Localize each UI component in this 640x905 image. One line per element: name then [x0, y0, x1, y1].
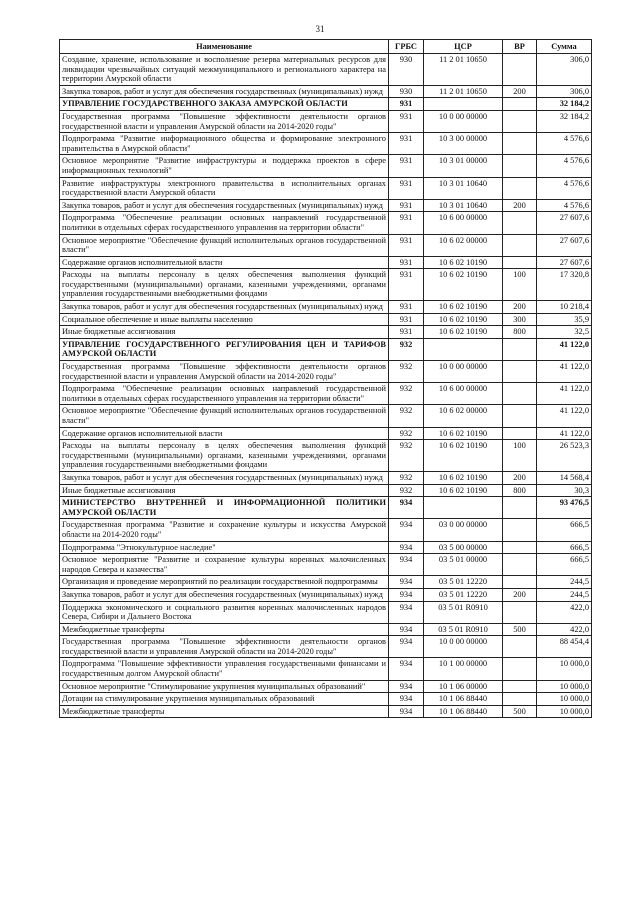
row-name: Расходы на выплаты персоналу в целях обеспечения выполнения функций государственными (муниципальными) органами, казенными учреждениями, органами управления государственными внебюджетными фондами [60, 440, 389, 472]
row-vr: 100 [503, 440, 537, 472]
table-row [60, 301, 592, 314]
row-grbs: 932 [389, 361, 424, 383]
row-name: Подпрограмма "Обеспечение реализации основных направлений государственной политики в отдельных сферах государственного управления на территории области" [60, 212, 389, 234]
row-grbs: 932 [389, 427, 424, 440]
table-row [60, 383, 592, 405]
row-sum: 306,0 [537, 85, 592, 98]
row-sum: 32 184,2 [537, 98, 592, 111]
table-row [60, 98, 592, 111]
row-sum: 306,0 [537, 54, 592, 86]
row-name: Основное мероприятие "Обеспечение функций исполнительных органов государственной власти" [60, 234, 389, 256]
row-vr [503, 601, 537, 623]
row-vr [503, 554, 537, 576]
table-row [60, 326, 592, 339]
row-vr [503, 155, 537, 177]
row-sum: 27 607,6 [537, 256, 592, 269]
row-name: Подпрограмма "Этнокультурное наследие" [60, 541, 389, 554]
row-sum: 93 476,5 [537, 497, 592, 519]
row-csr: 10 1 06 88440 [424, 693, 503, 706]
row-sum: 35,9 [537, 313, 592, 326]
row-vr [503, 519, 537, 541]
row-vr [503, 338, 537, 360]
row-csr: 10 3 01 10640 [424, 199, 503, 212]
table-row [60, 85, 592, 98]
row-vr [503, 98, 537, 111]
row-vr: 500 [503, 705, 537, 718]
row-grbs: 931 [389, 234, 424, 256]
table-row [60, 680, 592, 693]
row-vr [503, 256, 537, 269]
table-body [60, 54, 592, 718]
row-name: Иные бюджетные ассигнования [60, 484, 389, 497]
row-vr: 100 [503, 269, 537, 301]
row-vr: 200 [503, 588, 537, 601]
row-sum: 10 218,4 [537, 301, 592, 314]
table-row [60, 440, 592, 472]
row-csr: 10 3 01 10640 [424, 177, 503, 199]
row-sum: 88 454,4 [537, 636, 592, 658]
row-sum: 41 122,0 [537, 338, 592, 360]
row-csr: 03 5 01 00000 [424, 554, 503, 576]
row-grbs: 932 [389, 484, 424, 497]
row-grbs: 932 [389, 383, 424, 405]
row-csr: 10 0 00 00000 [424, 110, 503, 132]
header-sum: Сумма [537, 40, 592, 54]
row-vr: 200 [503, 471, 537, 484]
row-csr: 03 5 00 00000 [424, 541, 503, 554]
row-vr [503, 383, 537, 405]
row-grbs: 934 [389, 519, 424, 541]
table-row [60, 623, 592, 636]
row-vr [503, 405, 537, 427]
row-csr: 10 6 02 10190 [424, 484, 503, 497]
table-row [60, 212, 592, 234]
table-row [60, 110, 592, 132]
row-name: МИНИСТЕРСТВО ВНУТРЕННЕЙ И ИНФОРМАЦИОННОЙ ПОЛИТИКИ АМУРСКОЙ ОБЛАСТИ [60, 497, 389, 519]
row-name: Основное мероприятие "Развитие инфраструктуры и поддержка проектов в сфере информационных технологий" [60, 155, 389, 177]
row-csr: 10 6 02 10190 [424, 313, 503, 326]
row-name: Содержание органов исполнительной власти [60, 427, 389, 440]
table-row [60, 541, 592, 554]
row-grbs: 931 [389, 301, 424, 314]
table-row [60, 601, 592, 623]
row-grbs: 934 [389, 554, 424, 576]
row-sum: 14 568,4 [537, 471, 592, 484]
row-name: Содержание органов исполнительной власти [60, 256, 389, 269]
row-grbs: 934 [389, 497, 424, 519]
table-row [60, 705, 592, 718]
row-sum: 244,5 [537, 576, 592, 589]
row-grbs: 934 [389, 541, 424, 554]
row-sum: 10 000,0 [537, 658, 592, 680]
table-row [60, 54, 592, 86]
row-name: Подпрограмма "Обеспечение реализации основных направлений государственной политики в отдельных сферах государственного управления на территории области" [60, 383, 389, 405]
table-row [60, 256, 592, 269]
row-sum: 41 122,0 [537, 427, 592, 440]
table-row [60, 519, 592, 541]
row-vr [503, 693, 537, 706]
row-name: Закупка товаров, работ и услуг для обеспечения государственных (муниципальных) нужд [60, 85, 389, 98]
row-vr [503, 133, 537, 155]
row-vr: 800 [503, 326, 537, 339]
row-sum: 4 576,6 [537, 199, 592, 212]
row-sum: 41 122,0 [537, 383, 592, 405]
row-grbs: 931 [389, 177, 424, 199]
row-csr: 10 1 06 88440 [424, 705, 503, 718]
row-csr: 10 6 02 10190 [424, 326, 503, 339]
row-csr: 10 6 02 10190 [424, 269, 503, 301]
row-name: Основное мероприятие "Обеспечение функций исполнительных органов государственной власти" [60, 405, 389, 427]
row-sum: 32 184,2 [537, 110, 592, 132]
table-row [60, 338, 592, 360]
row-grbs: 934 [389, 623, 424, 636]
table-row [60, 155, 592, 177]
row-vr: 200 [503, 85, 537, 98]
row-grbs: 931 [389, 269, 424, 301]
table-row [60, 554, 592, 576]
budget-table [59, 39, 592, 718]
row-grbs: 931 [389, 212, 424, 234]
row-name: Межбюджетные трансферты [60, 705, 389, 718]
row-csr [424, 497, 503, 519]
row-name: Основное мероприятие "Развитие и сохранение культуры коренных малочисленных народов Севера и казачества" [60, 554, 389, 576]
table-row [60, 576, 592, 589]
row-name: Закупка товаров, работ и услуг для обеспечения государственных (муниципальных) нужд [60, 199, 389, 212]
table-row [60, 484, 592, 497]
row-name: Государственная программа "Развитие и сохранение культуры и искусства Амурской области на 2014-2020 годы" [60, 519, 389, 541]
row-grbs: 931 [389, 256, 424, 269]
table-row [60, 588, 592, 601]
row-vr [503, 427, 537, 440]
row-grbs: 931 [389, 98, 424, 111]
row-grbs: 934 [389, 680, 424, 693]
row-csr: 11 2 01 10650 [424, 54, 503, 86]
row-grbs: 934 [389, 576, 424, 589]
row-sum: 41 122,0 [537, 361, 592, 383]
row-vr: 200 [503, 301, 537, 314]
row-vr [503, 680, 537, 693]
table-row [60, 234, 592, 256]
header-vr: ВР [503, 40, 537, 54]
row-name: Поддержка экономического и социального развития коренных малочисленных народов Севера, Сибири и Дальнего Востока [60, 601, 389, 623]
row-sum: 10 000,0 [537, 680, 592, 693]
row-vr: 500 [503, 623, 537, 636]
row-csr: 10 6 02 10190 [424, 427, 503, 440]
row-grbs: 931 [389, 199, 424, 212]
row-vr [503, 576, 537, 589]
table-row [60, 658, 592, 680]
row-sum: 666,5 [537, 554, 592, 576]
row-vr [503, 212, 537, 234]
row-vr: 800 [503, 484, 537, 497]
row-csr: 03 5 01 12220 [424, 588, 503, 601]
row-grbs: 931 [389, 133, 424, 155]
row-csr: 03 5 01 12220 [424, 576, 503, 589]
row-grbs: 932 [389, 471, 424, 484]
row-csr: 10 1 06 00000 [424, 680, 503, 693]
table-row [60, 427, 592, 440]
row-grbs: 932 [389, 338, 424, 360]
table-row [60, 693, 592, 706]
row-sum: 4 576,6 [537, 177, 592, 199]
row-name: Расходы на выплаты персоналу в целях обеспечения выполнения функций государственными (муниципальными) органами, казенными учреждениями, органами управления государственными внебюджетными фондами [60, 269, 389, 301]
row-grbs: 931 [389, 110, 424, 132]
table-row [60, 133, 592, 155]
row-csr: 10 6 02 10190 [424, 440, 503, 472]
row-csr: 10 0 00 00000 [424, 636, 503, 658]
row-sum: 27 607,6 [537, 234, 592, 256]
row-grbs: 932 [389, 405, 424, 427]
row-vr [503, 541, 537, 554]
row-sum: 244,5 [537, 588, 592, 601]
row-csr: 10 6 00 00000 [424, 383, 503, 405]
row-grbs: 930 [389, 85, 424, 98]
row-name: Подпрограмма "Развитие информационного общества и формирование электронного правительства в Амурской области" [60, 133, 389, 155]
row-vr [503, 361, 537, 383]
page-number: 31 [315, 24, 325, 34]
row-name: Подпрограмма "Повышение эффективности управления государственными финансами и государственным долгом Амурской области" [60, 658, 389, 680]
row-name: УПРАВЛЕНИЕ ГОСУДАРСТВЕННОГО РЕГУЛИРОВАНИЯ ЦЕН И ТАРИФОВ АМУРСКОЙ ОБЛАСТИ [60, 338, 389, 360]
header-csr: ЦСР [424, 40, 503, 54]
row-vr [503, 177, 537, 199]
row-csr: 10 6 02 00000 [424, 234, 503, 256]
row-grbs: 931 [389, 313, 424, 326]
row-name: Закупка товаров, работ и услуг для обеспечения государственных (муниципальных) нужд [60, 588, 389, 601]
row-grbs: 934 [389, 693, 424, 706]
row-csr: 10 0 00 00000 [424, 361, 503, 383]
row-sum: 41 122,0 [537, 405, 592, 427]
row-vr [503, 658, 537, 680]
row-csr: 11 2 01 10650 [424, 85, 503, 98]
row-vr [503, 636, 537, 658]
row-csr: 10 3 01 00000 [424, 155, 503, 177]
row-csr: 10 6 02 10190 [424, 301, 503, 314]
table-row [60, 471, 592, 484]
table-row [60, 361, 592, 383]
row-grbs: 934 [389, 636, 424, 658]
row-name: Межбюджетные трансферты [60, 623, 389, 636]
row-vr [503, 234, 537, 256]
row-name: Создание, хранение, использование и восполнение резерва материальных ресурсов для ликвидации чрезвычайных ситуаций межмуниципального и регионального характера на территории Амурской области [60, 54, 389, 86]
row-sum: 422,0 [537, 623, 592, 636]
row-grbs: 934 [389, 588, 424, 601]
row-csr: 10 6 00 00000 [424, 212, 503, 234]
row-vr: 300 [503, 313, 537, 326]
row-vr [503, 497, 537, 519]
row-name: Закупка товаров, работ и услуг для обеспечения государственных (муниципальных) нужд [60, 301, 389, 314]
table-row [60, 269, 592, 301]
row-sum: 666,5 [537, 519, 592, 541]
row-sum: 27 607,6 [537, 212, 592, 234]
row-sum: 17 320,8 [537, 269, 592, 301]
header-name: Наименование [60, 40, 389, 54]
row-name: УПРАВЛЕНИЕ ГОСУДАРСТВЕННОГО ЗАКАЗА АМУРСКОЙ ОБЛАСТИ [60, 98, 389, 111]
row-sum: 4 576,6 [537, 155, 592, 177]
row-csr [424, 98, 503, 111]
row-csr [424, 338, 503, 360]
row-csr: 03 0 00 00000 [424, 519, 503, 541]
row-grbs: 931 [389, 155, 424, 177]
header-grbs: ГРБС [389, 40, 424, 54]
row-sum: 10 000,0 [537, 705, 592, 718]
row-name: Основное мероприятие "Стимулирование укрупнения муниципальных образований" [60, 680, 389, 693]
row-name: Закупка товаров, работ и услуг для обеспечения государственных (муниципальных) нужд [60, 471, 389, 484]
row-grbs: 934 [389, 658, 424, 680]
row-name: Государственная программа "Повышение эффективности деятельности органов государственной власти и управления Амурской области на 2014-2020 годы" [60, 110, 389, 132]
table-row [60, 199, 592, 212]
row-grbs: 934 [389, 705, 424, 718]
row-sum: 422,0 [537, 601, 592, 623]
row-name: Организация и проведение мероприятий по реализации государственной подпрограммы [60, 576, 389, 589]
row-sum: 30,3 [537, 484, 592, 497]
table-row [60, 313, 592, 326]
row-csr: 03 5 01 R0910 [424, 623, 503, 636]
row-name: Иные бюджетные ассигнования [60, 326, 389, 339]
row-csr: 03 5 01 R0910 [424, 601, 503, 623]
row-grbs: 930 [389, 54, 424, 86]
row-vr [503, 54, 537, 86]
table-row [60, 497, 592, 519]
row-csr: 10 6 02 10190 [424, 256, 503, 269]
row-csr: 10 6 02 10190 [424, 471, 503, 484]
table-row [60, 636, 592, 658]
row-csr: 10 6 02 00000 [424, 405, 503, 427]
table-row [60, 177, 592, 199]
table-row [60, 405, 592, 427]
row-sum: 32,5 [537, 326, 592, 339]
row-name: Дотации на стимулирование укрупнения муниципальных образований [60, 693, 389, 706]
row-csr: 10 1 00 00000 [424, 658, 503, 680]
row-vr [503, 110, 537, 132]
row-name: Государственная программа "Повышение эффективности деятельности органов государственной власти и управления Амурской области на 2014-2020 годы" [60, 636, 389, 658]
row-grbs: 932 [389, 440, 424, 472]
row-sum: 4 576,6 [537, 133, 592, 155]
table-header-row [60, 40, 592, 54]
row-sum: 10 000,0 [537, 693, 592, 706]
row-name: Социальное обеспечение и иные выплаты населению [60, 313, 389, 326]
row-name: Развитие инфраструктуры электронного правительства в исполнительных органах государственной власти Амурской области [60, 177, 389, 199]
row-vr: 200 [503, 199, 537, 212]
row-name: Государственная программа "Повышение эффективности деятельности органов государственной власти и управления Амурской области на 2014-2020 годы" [60, 361, 389, 383]
row-sum: 26 523,3 [537, 440, 592, 472]
row-grbs: 931 [389, 326, 424, 339]
row-grbs: 934 [389, 601, 424, 623]
row-sum: 666,5 [537, 541, 592, 554]
row-csr: 10 3 00 00000 [424, 133, 503, 155]
